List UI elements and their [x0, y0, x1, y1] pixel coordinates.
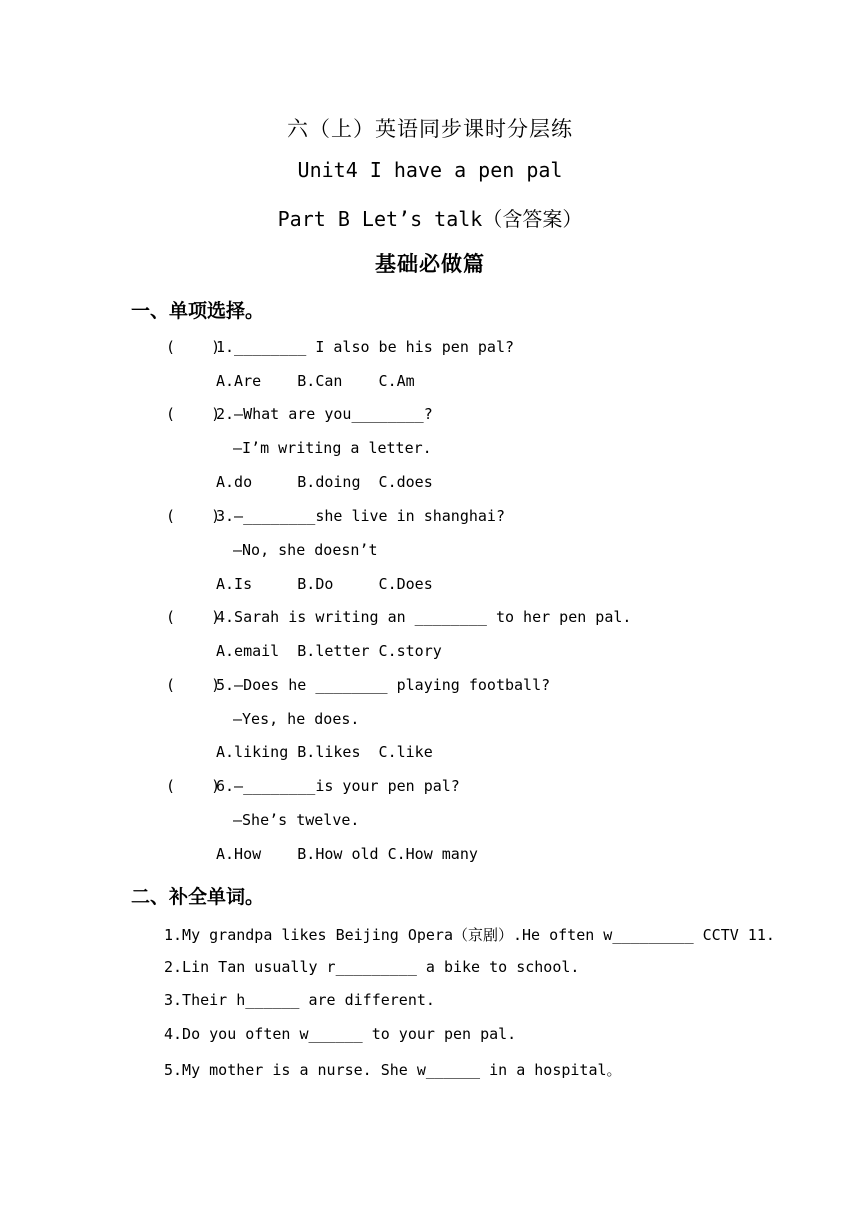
level-title: 基础必做篇: [375, 252, 485, 276]
question-stem: 2.—What are you________?: [216, 405, 433, 423]
question-reply: —Yes, he does.: [233, 710, 360, 728]
fill-item: 2.Lin Tan usually r_________ a bike to school.: [164, 958, 580, 976]
question-stem: 5.—Does he ________ playing football?: [216, 676, 551, 694]
question-reply: —She’s twelve.: [233, 811, 360, 829]
answer-paren: ( ): [166, 608, 221, 626]
question-reply: —I’m writing a letter.: [233, 439, 432, 457]
answer-paren: ( ): [166, 405, 221, 423]
question-options: A.Are B.Can C.Am: [216, 372, 415, 390]
answer-paren: ( ): [166, 338, 221, 356]
unit-title: Unit4 I have a pen pal: [297, 158, 563, 182]
question-options: A.do B.doing C.does: [216, 473, 433, 491]
answer-paren: ( ): [166, 777, 221, 795]
answer-paren: ( ): [166, 676, 221, 694]
question-reply: —No, she doesn’t: [233, 541, 378, 559]
fill-item: 4.Do you often w______ to your pen pal.: [164, 1025, 517, 1043]
section-heading-fill-words: 二、补全单词。: [131, 886, 265, 908]
section-heading-single-choice: 一、单项选择。: [131, 300, 265, 322]
question-options: A.email B.letter C.story: [216, 642, 442, 660]
document-title: 六（上）英语同步课时分层练: [287, 117, 573, 141]
question-stem: 3.—________she live in shanghai?: [216, 507, 505, 525]
fill-item: 5.My mother is a nurse. She w______ in a hospital。: [164, 1061, 622, 1079]
question-options: A.Is B.Do C.Does: [216, 575, 433, 593]
fill-item: 3.Their h______ are different.: [164, 991, 435, 1009]
question-stem: 1.________ I also be his pen pal?: [216, 338, 515, 356]
answer-paren: ( ): [166, 507, 221, 525]
question-stem: 4.Sarah is writing an ________ to her pen pal.: [216, 608, 632, 626]
part-title: Part B Let’s talk（含答案）: [277, 207, 583, 231]
question-stem: 6.—________is your pen pal?: [216, 777, 460, 795]
question-options: A.liking B.likes C.like: [216, 743, 433, 761]
fill-item: 1.My grandpa likes Beijing Opera（京剧）.He often w_________ CCTV 11.: [164, 926, 775, 944]
question-options: A.How B.How old C.How many: [216, 845, 478, 863]
